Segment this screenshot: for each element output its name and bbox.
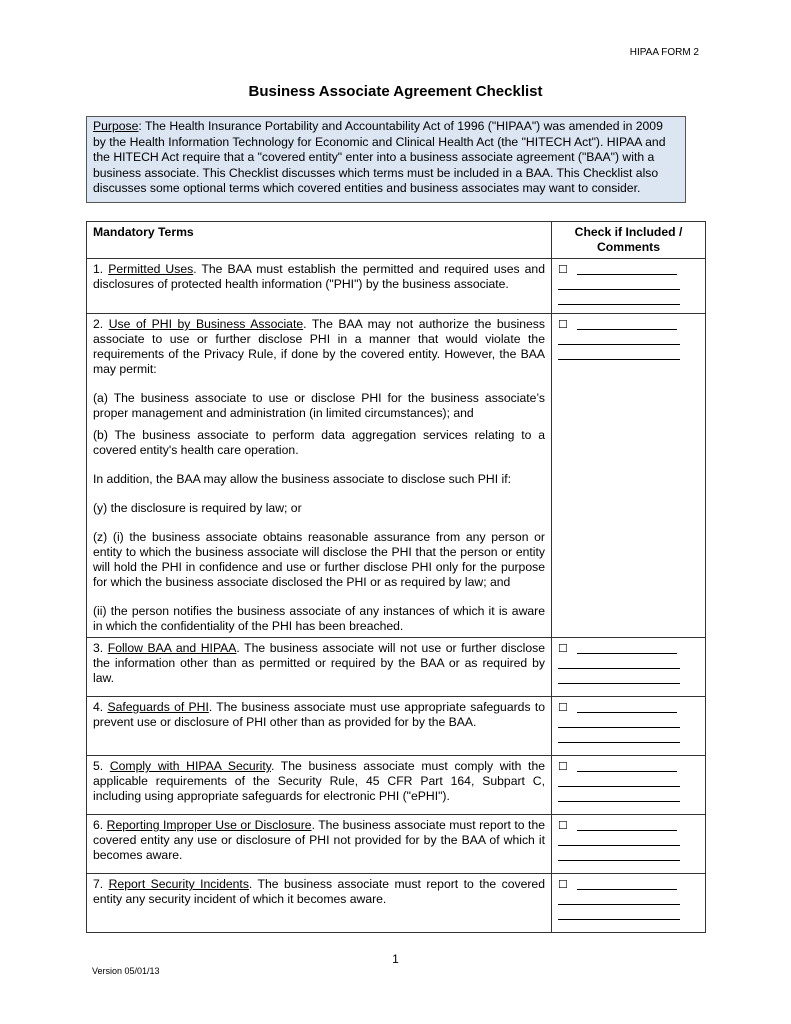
table-row	[87, 874, 706, 933]
comment-line-2[interactable]	[558, 332, 699, 347]
term-sub-z: (z) (i) the business associate obtains reasonable assurance from any person or entity to which the business associate will disclose the PHI that the person or entity will hold the PHI in confidence and use or further disclose PHI only for the purpose for which the business associate disclosed the PHI or as required by law; and	[93, 530, 545, 589]
comment-line[interactable]	[577, 771, 677, 772]
comment-line[interactable]	[577, 830, 677, 831]
form-id: HIPAA FORM 2	[629, 47, 699, 58]
checkbox-icon[interactable]: ☐	[558, 319, 568, 331]
term-text: . The business associate must report to the covered entity any use or disclosure of PHI not provided for by the BAA of which it becomes aware.	[93, 818, 545, 862]
table-header-row	[87, 222, 706, 259]
checkbox-icon[interactable]: ☐	[558, 643, 568, 655]
checkbox-line[interactable]	[558, 700, 699, 715]
comment-line-2[interactable]	[558, 833, 699, 848]
comment-line-2[interactable]	[558, 774, 699, 789]
term-cell	[87, 756, 552, 815]
term-number: 6.	[93, 818, 107, 832]
check-cell	[552, 815, 706, 874]
term-heading: Comply with HIPAA Security	[109, 759, 271, 773]
column-header-check: Check if Included / Comments	[552, 222, 706, 259]
terms-table	[86, 221, 706, 933]
term-text: . The business associate must use appropriate safeguards to prevent use or disclosure of PHI other than as provided for by the BAA.	[93, 700, 545, 729]
check-cell	[552, 756, 706, 815]
comment-line-3[interactable]	[558, 347, 699, 362]
term-cell	[87, 259, 552, 314]
table-row	[87, 697, 706, 756]
page-title: Business Associate Agreement Checklist	[248, 83, 543, 100]
checkbox-line[interactable]	[558, 262, 699, 277]
table-row	[87, 638, 706, 697]
comment-line-3[interactable]	[558, 848, 699, 863]
term-heading: Permitted Uses	[108, 262, 194, 276]
checkbox-line[interactable]	[558, 877, 699, 892]
comment-line-2[interactable]	[558, 656, 699, 671]
term-heading: Report Security Incidents	[108, 877, 249, 891]
table-row	[87, 815, 706, 874]
term-sub-y: (y) the disclosure is required by law; or	[93, 501, 302, 515]
table-row	[87, 314, 706, 638]
term-number: 7.	[93, 877, 109, 891]
term-addition: In addition, the BAA may allow the business associate to disclose such PHI if:	[93, 472, 511, 486]
comment-line[interactable]	[577, 653, 677, 654]
check-cell	[552, 638, 706, 697]
check-cell	[552, 874, 706, 933]
term-number: 1.	[93, 262, 109, 276]
term-text: . The business associate must report to the covered entity any security incident of which it becomes aware.	[93, 877, 545, 906]
version-label: Version 05/01/13	[92, 966, 160, 976]
comment-line[interactable]	[577, 712, 677, 713]
term-sub-b: (b) The business associate to perform data aggregation services relating to a covered entity's health care operation.	[93, 428, 545, 457]
page-number: 1	[392, 952, 399, 966]
comment-line-3[interactable]	[558, 907, 699, 922]
term-heading: Use of PHI by Business Associate	[108, 317, 304, 331]
comment-line[interactable]	[577, 274, 677, 275]
term-text: . The business associate must comply with the applicable requirements of the Security Rule, 45 CFR Part 164, Subpart C, including using appropriate safeguards for electronic PHI ("ePHI").	[93, 759, 545, 803]
term-cell	[87, 314, 552, 638]
checkbox-line[interactable]	[558, 641, 699, 656]
term-sub-a: (a) The business associate to use or disclose PHI for the business associate’s proper management and administration (in limited circumstances); and	[93, 391, 545, 420]
check-cell	[552, 697, 706, 756]
term-cell	[87, 874, 552, 933]
comment-line[interactable]	[577, 329, 677, 330]
term-sub-ii: (ii) the person notifies the business associate of any instances of which it is aware in which the confidentiality of the PHI has been breached.	[93, 604, 545, 633]
checkbox-icon[interactable]: ☐	[558, 264, 568, 276]
term-cell	[87, 815, 552, 874]
term-heading: Follow BAA and HIPAA	[107, 641, 237, 655]
check-cell	[552, 259, 706, 314]
table-row	[87, 756, 706, 815]
comment-line-3[interactable]	[558, 671, 699, 686]
term-number: 5.	[93, 759, 110, 773]
term-text: . The BAA may not authorize the business associate to use or further disclose PHI in a manner that would violate the requirements of the Privacy Rule, if done by the covered entity. However, the BAA may permit:	[93, 317, 545, 376]
comment-line[interactable]	[577, 889, 677, 890]
term-number: 2.	[93, 317, 109, 331]
comment-line-2[interactable]	[558, 277, 699, 292]
checkbox-icon[interactable]: ☐	[558, 761, 568, 773]
comment-line-3[interactable]	[558, 730, 699, 745]
checkbox-icon[interactable]: ☐	[558, 820, 568, 832]
term-cell	[87, 638, 552, 697]
term-text: . The business associate will not use or further disclose the information other than as permitted or required by the BAA or as required by law.	[93, 641, 545, 685]
term-number: 3.	[93, 641, 108, 655]
checkbox-line[interactable]	[558, 759, 699, 774]
comment-line-2[interactable]	[558, 892, 699, 907]
table-row	[87, 259, 706, 314]
comment-line-3[interactable]	[558, 292, 699, 307]
check-cell	[552, 314, 706, 638]
term-text: . The BAA must establish the permitted and required uses and disclosures of protected health information ("PHI") by the business associate.	[93, 262, 545, 291]
purpose-label: Purpose	[93, 119, 139, 133]
term-heading: Reporting Improper Use or Disclosure	[106, 818, 312, 832]
term-number: 4.	[93, 700, 108, 714]
checkbox-line[interactable]	[558, 317, 699, 332]
purpose-text: : The Health Insurance Portability and Accountability Act of 1996 ("HIPAA") was amended in 2009 by the Health Information Technology for Economic and Clinical Health Act (the "HITECH Act"). HIPAA and the HITECH Act require that a "covered entity" enter into a business associate agreement ("BAA") with a business associate. This Checklist discusses which terms must be included in a BAA. This Checklist also discusses some optional terms which covered entities and business associates may want to consider.	[93, 119, 666, 195]
checkbox-line[interactable]	[558, 818, 699, 833]
term-cell	[87, 697, 552, 756]
column-header-terms: Mandatory Terms	[87, 222, 552, 259]
comment-line-2[interactable]	[558, 715, 699, 730]
checkbox-icon[interactable]: ☐	[558, 702, 568, 714]
checkbox-icon[interactable]: ☐	[558, 879, 568, 891]
purpose-box	[86, 116, 686, 203]
term-heading: Safeguards of PHI	[107, 700, 209, 714]
comment-line-3[interactable]	[558, 789, 699, 804]
